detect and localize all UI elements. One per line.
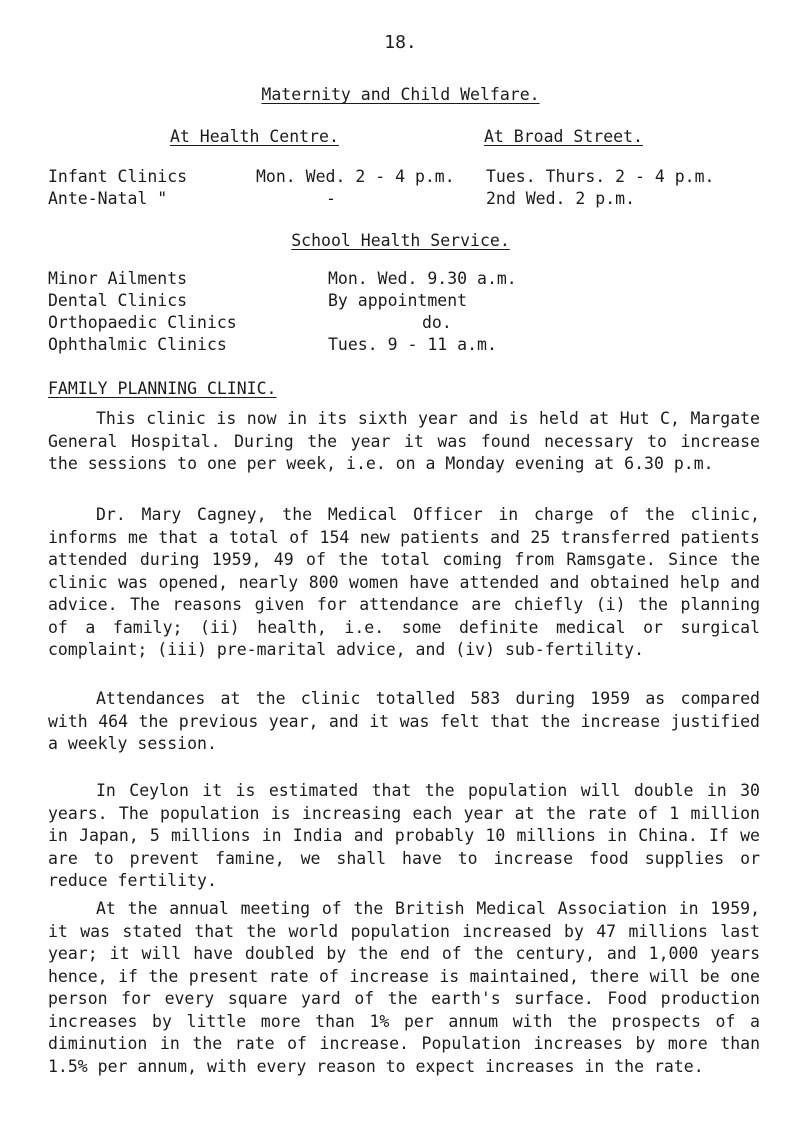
school-row-time: Tues. 9 - 11 a.m. — [328, 335, 497, 354]
broad-street-heading: At Broad Street. — [484, 127, 643, 146]
page-title: Maternity and Child Welfare. — [261, 85, 540, 104]
school-row-time: do. — [422, 313, 452, 332]
paragraph: In Ceylon it is estimated that the population will double in 30 years. The population is increasing each year at the rate of 1 million in Japan, 5 millions in India and probably 10 millions in China. If we are to prevent famine, we shall have to increase food supplies or reduce fertility. — [48, 781, 760, 890]
paragraph: This clinic is now in its sixth year and is held at Hut C, Margate General Hospital. During the year it was found necessary to increase the sessions to one per week, i.e. on a Monday evening at 6.30 p.m. — [48, 409, 760, 473]
paragraph: Dr. Mary Cagney, the Medical Officer in charge of the clinic, informs me that a total of 154 new patients and 25 transferred patients attended during 1959, 49 of the total coming from Ramsgate. Since the clinic was opened, nearly 800 women have attended and obtained help and advice. The reasons given for attendance are chiefly (i) the planning of a family; (ii) health, i.e. some definite medical or surgical complaint; (iii) pre-marital advice, and (iv) sub-fertility. — [48, 505, 760, 659]
school-health-heading: School Health Service. — [291, 231, 510, 250]
health-centre-heading: At Health Centre. — [170, 127, 339, 146]
welfare-row-broad-time: Tues. Thurs. 2 - 4 p.m. — [486, 167, 715, 186]
family-planning-heading: FAMILY PLANNING CLINIC. — [48, 379, 277, 398]
school-row-label: Orthopaedic Clinics — [48, 313, 237, 332]
welfare-row-centre-time: Mon. Wed. 2 - 4 p.m. — [256, 167, 455, 186]
welfare-row-centre-time: - — [326, 189, 336, 208]
paragraph: Attendances at the clinic totalled 583 during 1959 as compared with 464 the previous year, and it was felt that the increase justified a weekly session. — [48, 689, 760, 753]
school-row-label: Minor Ailments — [48, 269, 188, 288]
welfare-row-broad-time: 2nd Wed. 2 p.m. — [486, 189, 636, 208]
page-number: 18. — [384, 32, 417, 53]
school-row-time: Mon. Wed. 9.30 a.m. — [328, 269, 517, 288]
welfare-row-label: Infant Clinics — [48, 167, 188, 186]
paragraph: At the annual meeting of the British Medical Association in 1959, it was stated that the world population increased by 47 millions last year; it will have doubled by the end of the century, and 1,000 years hence, if the present rate of increase is maintained, there will be one person for every square yard of the earth's surface. Food production increases by little more than 1% per annum with the prospects of a diminution in the rate of increase. Population increases by more than 1.5% per annum, with every reason to expect increases in the rate. — [48, 899, 760, 1076]
welfare-row-label: Ante-Natal " — [48, 189, 168, 208]
school-row-label: Ophthalmic Clinics — [48, 335, 227, 354]
school-row-time: By appointment — [328, 291, 468, 310]
school-row-label: Dental Clinics — [48, 291, 188, 310]
